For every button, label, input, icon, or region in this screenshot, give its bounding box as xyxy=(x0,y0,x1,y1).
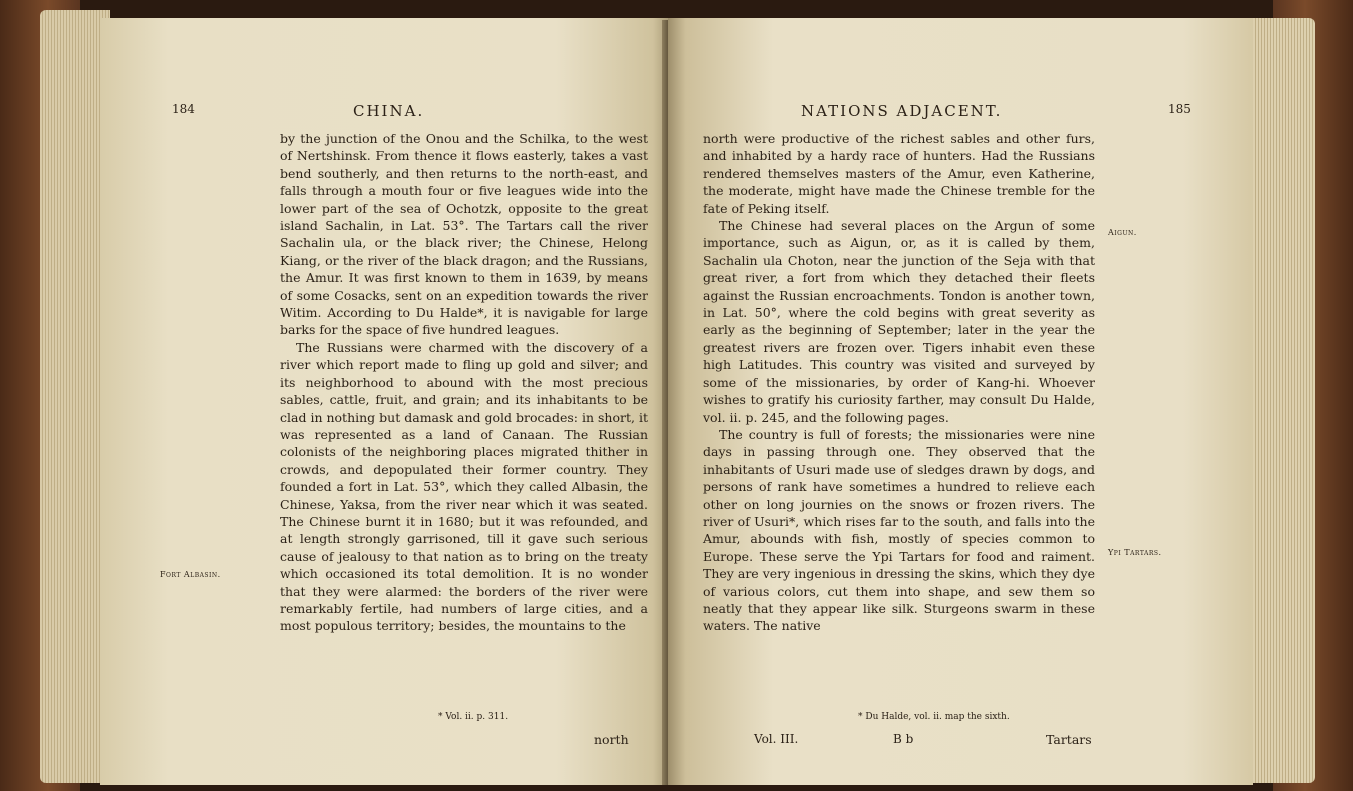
right-page xyxy=(668,18,1253,785)
page-number: 185 xyxy=(1168,102,1191,116)
paragraph: north were productive of the richest sables and other furs, and inhabited by a hardy race of hunters. Had the Russians rendered themselves masters of the Amur, even Katherine, the moderate, might have made the Chinese tremble for the fate of Peking itself. xyxy=(703,131,1095,216)
paragraph: The country is full of forests; the missionaries were nine days in passing through one. They observed that the inhabitants of Usuri made use of sledges drawn by dogs, and persons of rank have sometimes a hundred to relieve each other on long journies on the snows or frozen rivers. The river of Usuri*, which rises far to the south, and falls into the Amur, abounds with fish, mostly of species common to Europe. These serve the Ypi Tartars for food and raiment. They are very ingenious in dressing the skins, which they dye of various colors, cut them into shape, and sew them so neatly that they appear like silk. Sturgeons swarm in these waters. The native xyxy=(703,426,1095,634)
body-text xyxy=(703,130,1095,635)
margin-note: Fort Albasin. xyxy=(160,570,221,579)
signature-mark: B b xyxy=(893,732,914,746)
paragraph: The Russians were charmed with the discovery of a river which report made to fling up gold and silver; and its neighborhood to abound with the most precious sables, cattle, fruit, and grain; and its inhabitants to be clad in nothing but damask and gold brocades: in short, it was represented as a land of Canaan. The Russian colonists of the neighboring places migrated thither in crowds, and depopulated their former country. They founded a fort in Lat. 53°, which they called Albasin, the Chinese, Yaksa, from the river near which it was seated. The Chinese burnt it in 1680; but it was refounded, and at length strongly garrisoned, till it gave such serious cause of jealousy to that nation as to bring on the treaty which occasioned its total demolition. It is no wonder that they were alarmed: the borders of the river were remarkably fertile, had numbers of large cities, and a most populous territory; besides, the mountains to the xyxy=(280,339,648,634)
body-text xyxy=(280,130,648,635)
margin-note: Aigun. xyxy=(1108,228,1137,237)
paragraph: by the junction of the Onou and the Schilka, to the west of Nertshinsk. From thence it flows easterly, takes a vast bend southerly, and then returns to the north-east, and falls through a mouth four or five leagues wide into the lower part of the sea of Ochotzk, opposite to the great island Sachalin, in Lat. 53°. The Tartars call the river Sachalin ula, or the black river; the Chinese, Helong Kiang, or the river of the black dragon; and the Russians, the Amur. It was first known to them in 1639, by means of some Cosacks, sent on an expedition towards the river Witim. According to Du Halde*, it is navigable for large barks for the space of five hundred leagues. xyxy=(280,131,648,338)
catchword: Tartars xyxy=(1046,732,1092,747)
footnote: * Du Halde, vol. ii. map the sixth. xyxy=(858,712,1010,722)
footnote: * Vol. ii. p. 311. xyxy=(438,712,509,722)
catchword: north xyxy=(594,732,629,747)
left-page xyxy=(100,18,670,785)
page-number: 184 xyxy=(172,102,195,116)
running-head: CHINA. xyxy=(353,102,425,120)
volume-label: Vol. III. xyxy=(754,732,799,746)
margin-note: Ypi Tartars. xyxy=(1108,548,1162,557)
paragraph: The Chinese had several places on the Argun of some importance, such as Aigun, or, as it is called by them, Sachalin ula Choton, near the junction of the Seja with that great river, a fort from which they detached their fleets against the Russian encroachments. Tondon is another town, in Lat. 50°, where the cold begins with great severity as early as the beginning of September; later in the year the greatest rivers are frozen over. Tigers inhabit even these high Latitudes. This country was visited and surveyed by some of the missionaries, by order of Kang-hi. Whoever wishes to gratify his curiosity farther, may consult Du Halde, vol. ii. p. 245, and the following pages. xyxy=(703,218,1095,425)
running-head: NATIONS ADJACENT. xyxy=(801,102,1003,120)
